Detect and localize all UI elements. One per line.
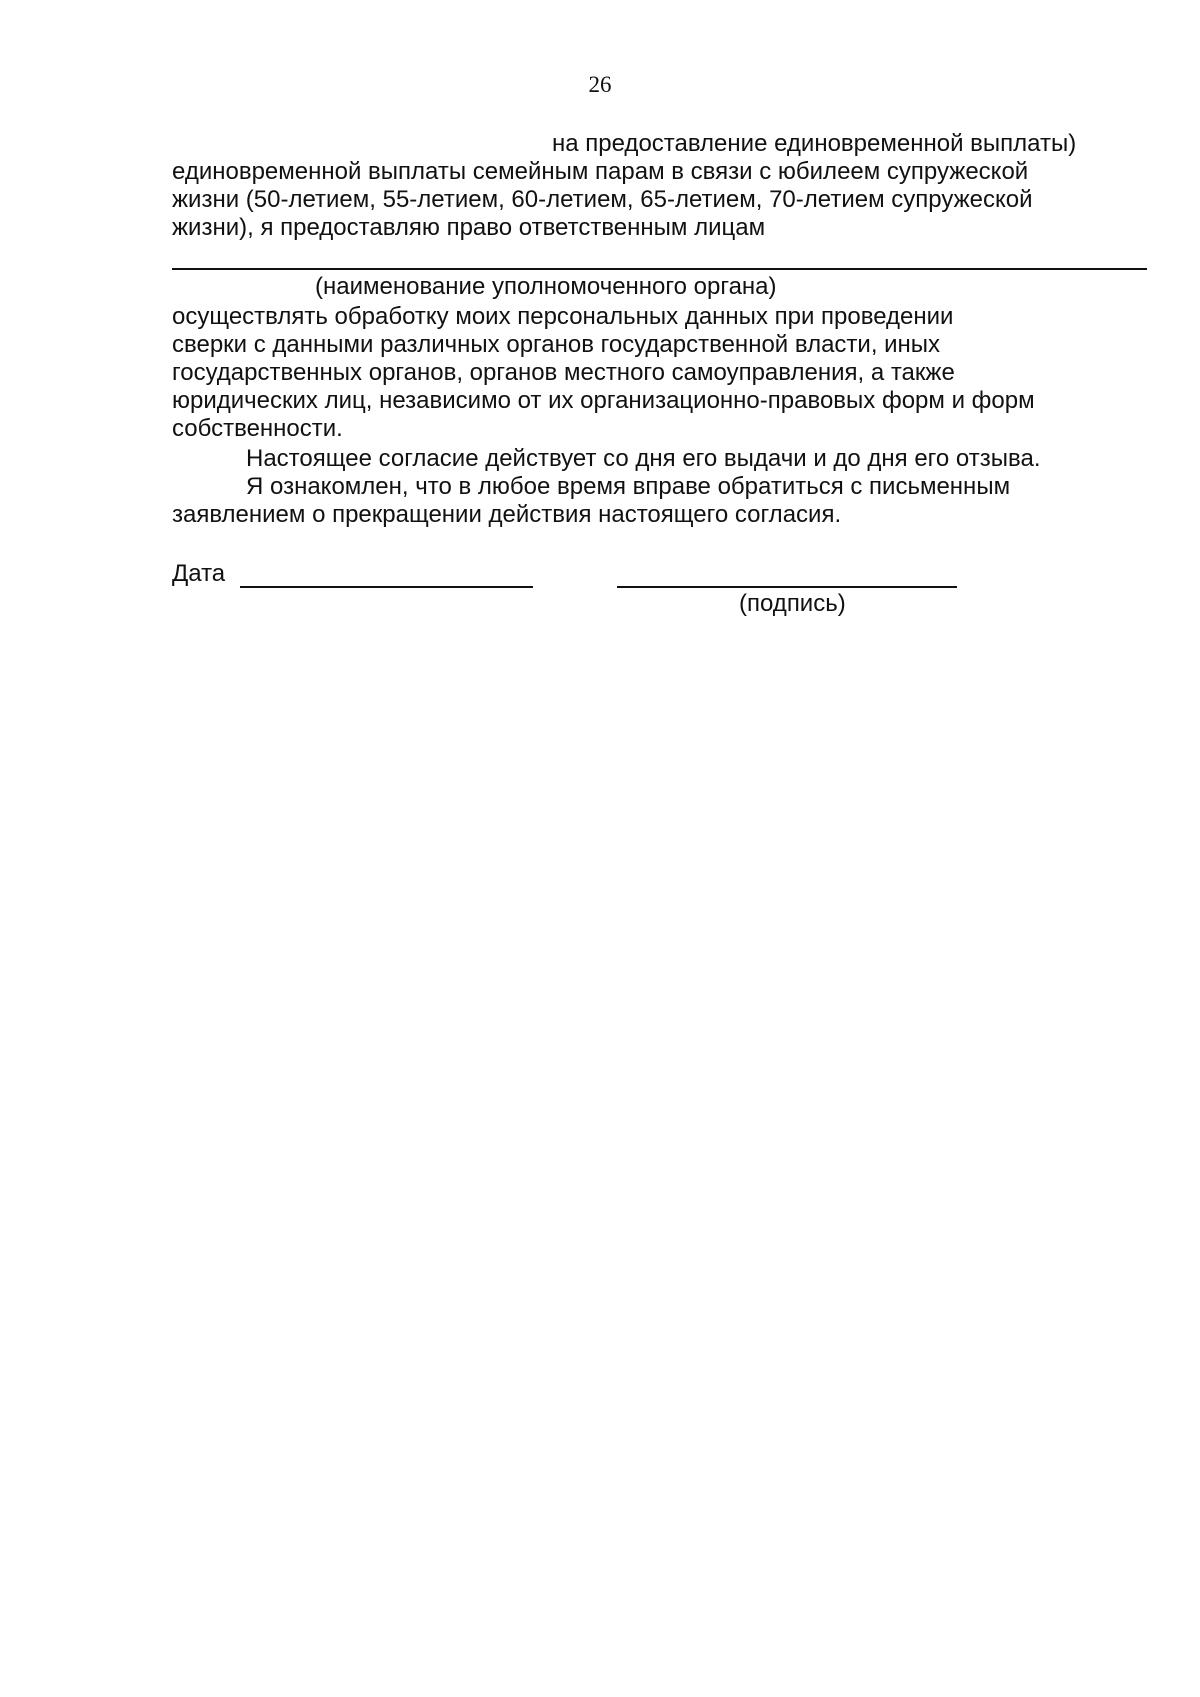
validity-sentence: Настоящее согласие действует со дня его выдачи и до дня его отзыва.: [246, 445, 1041, 472]
date-blank-line: [240, 586, 533, 588]
date-label: Дата: [172, 560, 226, 587]
intro-line-4: жизни), я предоставляю право ответственным лицам: [172, 214, 766, 241]
authority-name-blank-line: [172, 268, 1147, 270]
page-number: 26: [588, 72, 612, 97]
processing-line-2: сверки с данными различных органов государственной власти, иных: [172, 331, 941, 358]
intro-line-2: единовременной выплаты семейным парам в связи с юбилеем супружеской: [172, 158, 1029, 185]
signature-caption: (подпись): [739, 590, 846, 617]
acknowledgement-line-2: заявлением о прекращении действия настоящего согласия.: [172, 501, 842, 528]
processing-line-5: собственности.: [172, 415, 343, 442]
authority-caption: (наименование уполномоченного органа): [315, 273, 777, 300]
processing-line-3: государственных органов, органов местного самоуправления, а также: [172, 359, 955, 386]
acknowledgement-line-1: Я ознакомлен, что в любое время вправе обратиться с письменным: [246, 473, 1011, 500]
intro-line-3: жизни (50-летием, 55-летием, 60-летием, 65-летием, 70-летием супружеской: [172, 186, 1033, 213]
intro-line-1: на предоставление единовременной выплаты): [552, 130, 1077, 157]
signature-blank-line: [617, 586, 957, 588]
processing-line-1: осуществлять обработку моих персональных данных при проведении: [172, 303, 954, 330]
processing-line-4: юридических лиц, независимо от их организационно-правовых форм и форм: [172, 387, 1035, 414]
